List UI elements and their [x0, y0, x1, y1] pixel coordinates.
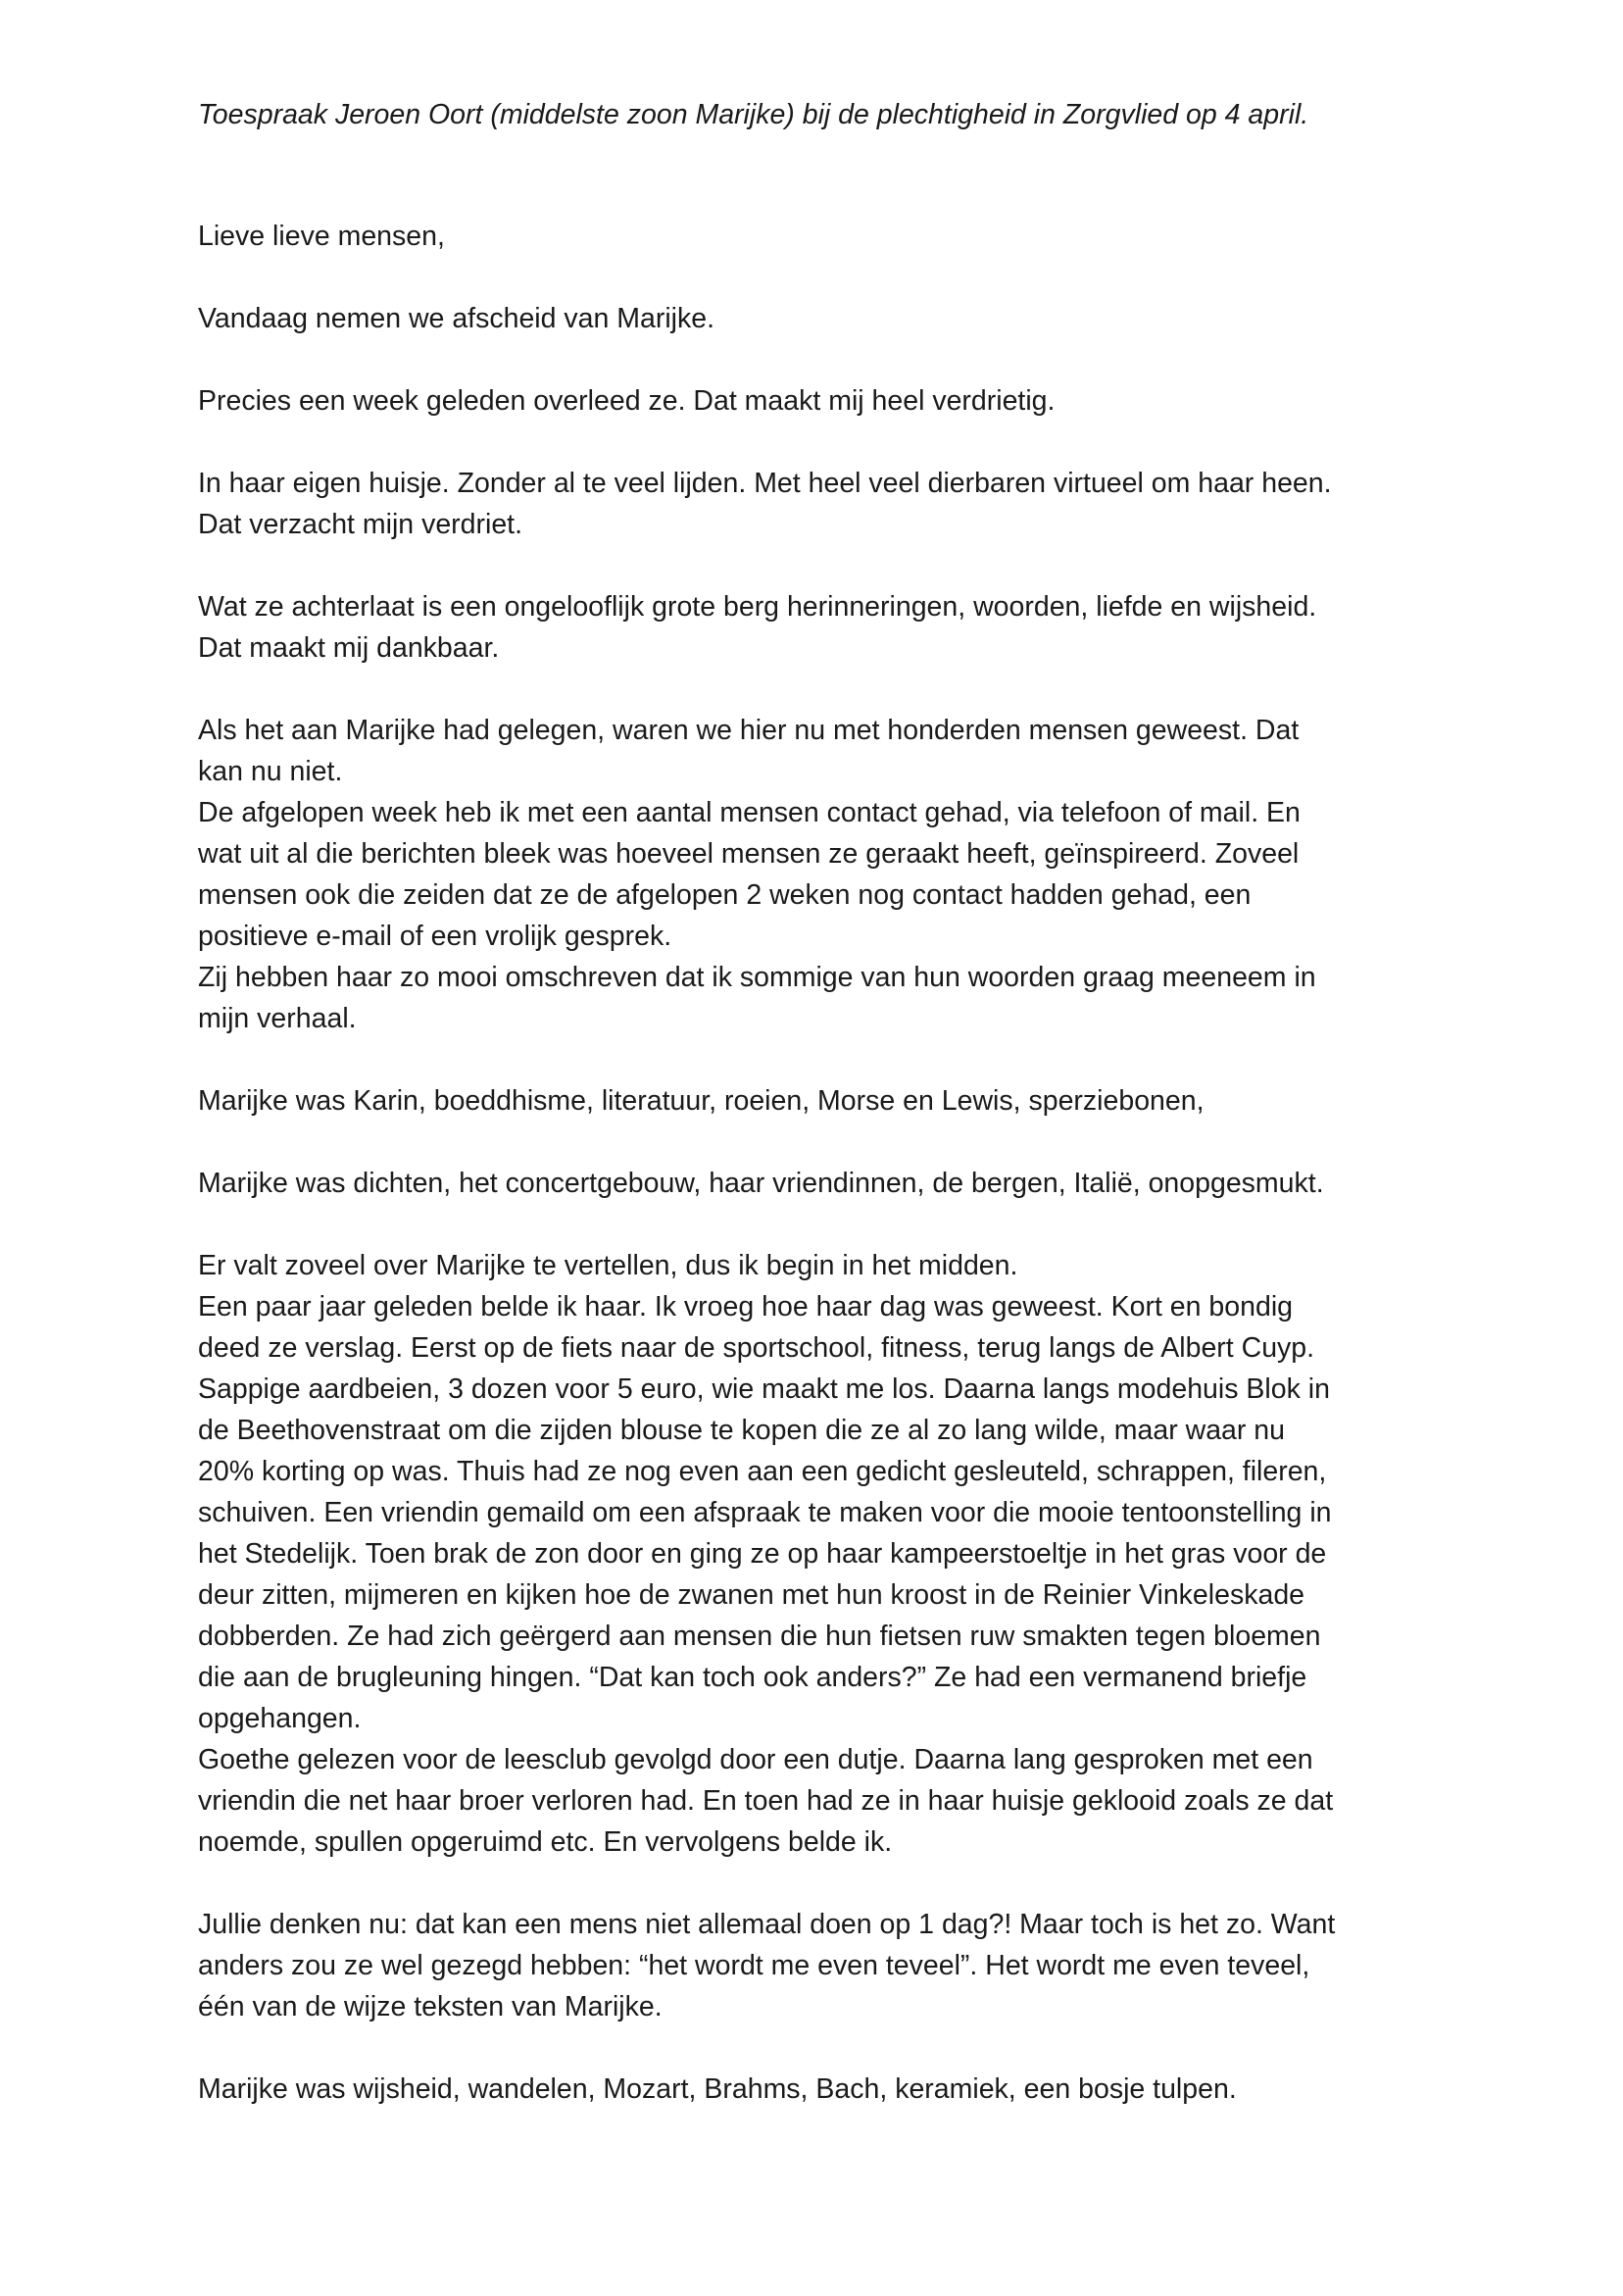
text-line: anders zou ze wel gezegd hebben: “het wordt me even teveel”. Het wordt me even teveel,: [198, 1950, 1310, 1981]
text-line: kan nu niet.: [198, 756, 343, 787]
text-line: deur zitten, mijmeren en kijken hoe de zwanen met hun kroost in de Reinier Vinkeleskade: [198, 1579, 1305, 1611]
text-line: Marijke was dichten, het concertgebouw, haar vriendinnen, de bergen, Italië, onopgesmukt.: [198, 1168, 1324, 1199]
text-line: Jullie denken nu: dat kan een mens niet allemaal doen op 1 dag?! Maar toch is het zo. Want: [198, 1909, 1336, 1940]
text-line: vriendin die net haar broer verloren had. En toen had ze in haar huisje geklooid zoals ze dat: [198, 1785, 1334, 1817]
text-line: opgehangen.: [198, 1703, 362, 1734]
paragraph: [198, 298, 1443, 339]
text-line: Een paar jaar geleden belde ik haar. Ik vroeg hoe haar dag was geweest. Kort en bondig: [198, 1291, 1294, 1323]
speech-title: Toespraak Jeroen Oort (middelste zoon Marijke) bij de plechtigheid in Zorgvlied op 4 april.: [198, 99, 1309, 130]
paragraph: [198, 710, 1443, 1039]
text-line: wat uit al die berichten bleek was hoeveel mensen ze geraakt heeft, geïnspireerd. Zoveel: [198, 838, 1300, 870]
text-line: Vandaag nemen we afscheid van Marijke.: [198, 303, 715, 334]
text-line: positieve e-mail of een vrolijk gesprek.: [198, 921, 672, 952]
text-line: In haar eigen huisje. Zonder al te veel lijden. Met heel veel dierbaren virtueel om haar heen.: [198, 468, 1332, 499]
text-line: 20% korting op was. Thuis had ze nog even aan een gedicht gesleuteld, schrappen, fileren,: [198, 1456, 1327, 1487]
text-line: mijn verhaal.: [198, 1003, 357, 1034]
text-line: Wat ze achterlaat is een ongelooflijk grote berg herinneringen, woorden, liefde en wijsheid.: [198, 591, 1317, 623]
text-line: mensen ook die zeiden dat ze de afgelopen 2 weken nog contact hadden gehad, een: [198, 879, 1252, 911]
paragraph: [198, 586, 1443, 669]
text-line: Precies een week geleden overleed ze. Dat maakt mij heel verdrietig.: [198, 385, 1056, 417]
text-line: deed ze verslag. Eerst op de fiets naar de sportschool, fitness, terug langs de Albert Cuyp.: [198, 1332, 1315, 1364]
paragraph: [198, 2069, 1443, 2110]
speech-text: [198, 94, 1443, 2110]
text-line: noemde, spullen opgeruimd etc. En vervolgens belde ik.: [198, 1826, 893, 1858]
paragraph: [198, 463, 1443, 545]
text-line: het Stedelijk. Toen brak de zon door en ging ze op haar kampeerstoeltje in het gras voor de: [198, 1538, 1327, 1570]
paragraph: [198, 1080, 1443, 1122]
text-line: Dat verzacht mijn verdriet.: [198, 509, 523, 540]
text-line: Als het aan Marijke had gelegen, waren we hier nu met honderden mensen geweest. Dat: [198, 715, 1300, 746]
paragraph: [198, 380, 1443, 422]
text-line: Dat maakt mij dankbaar.: [198, 632, 500, 664]
text-line: dobberden. Ze had zich geërgerd aan mensen die hun fietsen ruw smakten tegen bloemen: [198, 1621, 1321, 1652]
text-line: Sappige aardbeien, 3 dozen voor 5 euro, wie maakt me los. Daarna langs modehuis Blok in: [198, 1373, 1330, 1405]
paragraph: [198, 1245, 1443, 1863]
paragraph: [198, 1904, 1443, 2027]
salutation: Lieve lieve mensen,: [198, 221, 445, 252]
text-line: De afgelopen week heb ik met een aantal mensen contact gehad, via telefoon of mail. En: [198, 797, 1301, 828]
text-line: schuiven. Een vriendin gemaild om een afspraak te maken voor die mooie tentoonstelling in: [198, 1497, 1332, 1528]
text-line: Marijke was wijsheid, wandelen, Mozart, Brahms, Bach, keramiek, een bosje tulpen.: [198, 2073, 1237, 2105]
text-line: Er valt zoveel over Marijke te vertellen, dus ik begin in het midden.: [198, 1250, 1018, 1281]
text-line: de Beethovenstraat om die zijden blouse te kopen die ze al zo lang wilde, maar waar nu: [198, 1415, 1286, 1446]
text-line: Zij hebben haar zo mooi omschreven dat ik sommige van hun woorden graag meeneem in: [198, 962, 1316, 993]
text-line: één van de wijze teksten van Marijke.: [198, 1991, 663, 2022]
text-line: Marijke was Karin, boeddhisme, literatuur, roeien, Morse en Lewis, sperziebonen,: [198, 1085, 1205, 1117]
text-line: Goethe gelezen voor de leesclub gevolgd door een dutje. Daarna lang gesproken met een: [198, 1744, 1313, 1775]
speech-body: [198, 298, 1443, 2110]
paragraph: [198, 1163, 1443, 1204]
text-line: die aan de brugleuning hingen. “Dat kan toch ook anders?” Ze had een vermanend briefje: [198, 1662, 1307, 1693]
